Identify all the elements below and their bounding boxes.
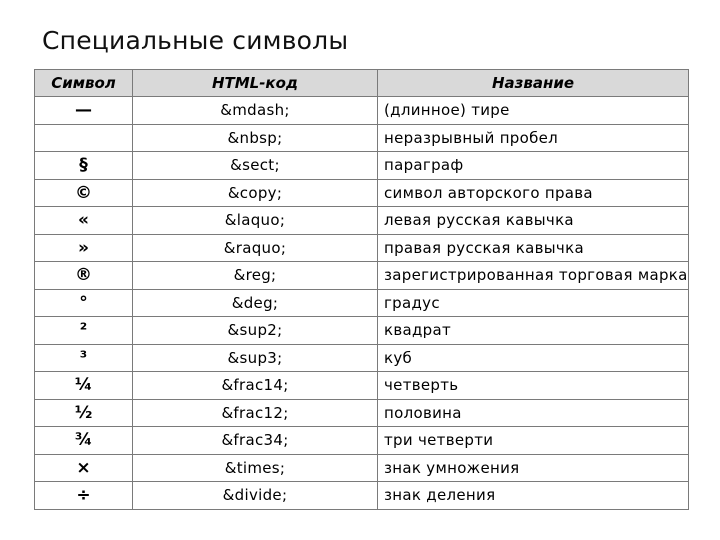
name-cell: символ авторского права <box>378 179 689 207</box>
html-code-cell: &sup3; <box>133 344 378 372</box>
html-code-cell: &nbsp; <box>133 124 378 152</box>
page-title: Специальные символы <box>42 26 349 55</box>
name-cell: куб <box>378 344 689 372</box>
name-cell: градус <box>378 289 689 317</box>
html-code-cell: &laquo; <box>133 207 378 235</box>
column-header-html-code: HTML-код <box>133 70 378 97</box>
name-cell: четверть <box>378 372 689 400</box>
html-code-cell: &copy; <box>133 179 378 207</box>
table-row <box>35 344 689 372</box>
html-code-cell: &raquo; <box>133 234 378 262</box>
table-row <box>35 372 689 400</box>
table-row <box>35 317 689 345</box>
html-code-cell: &reg; <box>133 262 378 290</box>
table-row <box>35 262 689 290</box>
name-cell: правая русская кавычка <box>378 234 689 262</box>
symbol-cell: ¼ <box>35 372 133 400</box>
name-cell: левая русская кавычка <box>378 207 689 235</box>
table-row <box>35 427 689 455</box>
symbol-cell: ° <box>35 289 133 317</box>
name-cell: зарегистрированная торговая марка <box>378 262 689 290</box>
html-code-cell: &frac34; <box>133 427 378 455</box>
table-header-row <box>35 70 689 97</box>
symbol-cell <box>35 124 133 152</box>
html-code-cell: &times; <box>133 454 378 482</box>
html-code-cell: &sect; <box>133 152 378 180</box>
name-cell: три четверти <box>378 427 689 455</box>
table-row <box>35 97 689 125</box>
table-row <box>35 152 689 180</box>
symbol-cell: ® <box>35 262 133 290</box>
symbol-cell: ² <box>35 317 133 345</box>
symbol-cell: © <box>35 179 133 207</box>
name-cell: параграф <box>378 152 689 180</box>
table-body <box>35 97 689 510</box>
html-code-cell: &sup2; <box>133 317 378 345</box>
table-row <box>35 179 689 207</box>
table-row <box>35 482 689 510</box>
html-code-cell: &deg; <box>133 289 378 317</box>
symbol-cell: ¾ <box>35 427 133 455</box>
html-code-cell: &mdash; <box>133 97 378 125</box>
name-cell: неразрывный пробел <box>378 124 689 152</box>
table-row <box>35 124 689 152</box>
table-row <box>35 399 689 427</box>
html-code-cell: &frac12; <box>133 399 378 427</box>
special-symbols-table <box>34 69 689 510</box>
symbol-cell: § <box>35 152 133 180</box>
name-cell: половина <box>378 399 689 427</box>
table-row <box>35 289 689 317</box>
symbol-cell: » <box>35 234 133 262</box>
html-code-cell: &divide; <box>133 482 378 510</box>
symbol-cell: ½ <box>35 399 133 427</box>
name-cell: квадрат <box>378 317 689 345</box>
table-row <box>35 234 689 262</box>
name-cell: знак деления <box>378 482 689 510</box>
column-header-symbol: Символ <box>35 70 133 97</box>
symbol-cell: × <box>35 454 133 482</box>
symbol-cell: ÷ <box>35 482 133 510</box>
symbol-cell: ³ <box>35 344 133 372</box>
name-cell: знак умножения <box>378 454 689 482</box>
html-code-cell: &frac14; <box>133 372 378 400</box>
name-cell: (длинное) тире <box>378 97 689 125</box>
column-header-name: Название <box>378 70 689 97</box>
table-row <box>35 454 689 482</box>
symbol-cell: — <box>35 97 133 125</box>
table-row <box>35 207 689 235</box>
symbol-cell: « <box>35 207 133 235</box>
